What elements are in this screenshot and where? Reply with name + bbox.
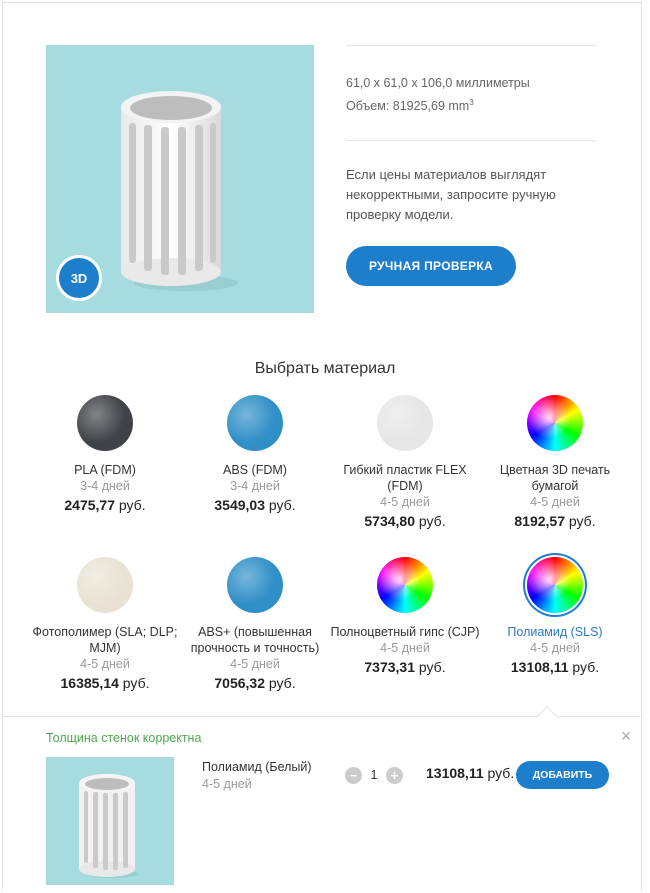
close-icon[interactable]: × xyxy=(620,726,632,746)
material-name: Цветная 3D печать бумагой xyxy=(499,463,611,493)
price-hint: Если цены материалов выглядят некорректными, запросите ручную проверку модели. xyxy=(346,167,556,223)
material-price xyxy=(30,495,180,515)
material-name: ABS (FDM) xyxy=(223,463,287,477)
cylinder-thumb-image xyxy=(46,757,174,885)
volume-text xyxy=(346,93,596,116)
material-option[interactable] xyxy=(480,557,630,677)
material-name: Фотополимер (SLA; DLP; MJM) xyxy=(32,625,178,655)
material-price-value: 16385,14 xyxy=(60,675,119,691)
material-price xyxy=(330,657,480,677)
material-name: Гибкий пластик FLEX (FDM) xyxy=(343,463,467,493)
material-price-value: 13108,11 xyxy=(510,659,569,675)
material-option[interactable] xyxy=(30,557,180,693)
material-option[interactable] xyxy=(480,395,630,531)
material-swatch[interactable] xyxy=(77,557,133,613)
material-price xyxy=(480,511,630,531)
material-price-currency: руб. xyxy=(565,513,596,529)
minus-icon[interactable]: − xyxy=(345,767,362,784)
material-days: 4-5 дней xyxy=(380,641,430,655)
material-price-currency: руб. xyxy=(568,659,600,675)
material-price-currency: руб. xyxy=(118,675,150,691)
material-swatch[interactable] xyxy=(77,395,133,451)
material-price-value: 7056,32 xyxy=(214,675,265,691)
material-option[interactable] xyxy=(180,557,330,693)
dimensions-text: 61,0 x 61,0 x 106,0 миллиметры xyxy=(346,76,530,90)
material-swatch[interactable] xyxy=(377,557,433,613)
selected-price-currency: руб. xyxy=(483,765,515,781)
material-option[interactable] xyxy=(330,557,480,677)
material-price xyxy=(330,511,480,531)
material-swatch[interactable] xyxy=(227,557,283,613)
selected-price-value: 13108,11 xyxy=(426,765,484,781)
add-to-cart-button[interactable]: ДОБАВИТЬ xyxy=(516,761,609,789)
material-option[interactable] xyxy=(330,395,480,531)
volume-label: Объем: xyxy=(346,99,393,114)
material-price xyxy=(480,657,630,677)
model-thumbnail xyxy=(46,757,174,885)
material-option[interactable] xyxy=(180,395,330,515)
material-price xyxy=(180,673,330,693)
material-price-currency: руб. xyxy=(415,513,446,529)
material-price xyxy=(30,673,180,693)
material-price-currency: руб. xyxy=(265,497,296,513)
material-name: Полиамид (SLS) xyxy=(507,625,603,639)
material-days: 3-4 дней xyxy=(230,479,280,493)
material-swatch[interactable] xyxy=(377,395,433,451)
selected-material-name: Полиамид (Белый) xyxy=(202,760,312,774)
material-option[interactable] xyxy=(30,395,180,515)
material-days: 4-5 дней xyxy=(380,495,430,509)
volume-unit-sup: 3 xyxy=(469,98,474,107)
material-price-value: 2475,77 xyxy=(64,497,115,513)
materials-title: Выбрать материал xyxy=(254,360,396,377)
material-price-currency: руб. xyxy=(115,497,146,513)
dimensions-block xyxy=(346,73,596,116)
material-days: 4-5 дней xyxy=(530,641,580,655)
material-price-currency: руб. xyxy=(415,659,446,675)
material-price-value: 5734,80 xyxy=(364,513,415,529)
material-days: 4-5 дней xyxy=(80,657,130,671)
material-price xyxy=(180,495,330,515)
manual-check-button[interactable]: РУЧНАЯ ПРОВЕРКА xyxy=(346,246,516,286)
material-days: 3-4 дней xyxy=(80,479,130,493)
model-info xyxy=(346,45,596,225)
quantity-value[interactable]: 1 xyxy=(370,768,378,782)
material-days: 4-5 дней xyxy=(530,495,580,509)
material-name: ABS+ (повышенная прочность и точность) xyxy=(190,625,320,655)
rotate-3d-icon[interactable] xyxy=(56,255,102,301)
material-name: Полноцветный гипс (CJP) xyxy=(330,625,480,639)
quantity-stepper xyxy=(345,766,403,784)
material-days: 4-5 дней xyxy=(230,657,280,671)
material-price-value: 3549,03 xyxy=(214,497,265,513)
wall-thickness-status: Толщина стенок корректна xyxy=(46,731,202,745)
material-price-value: 8192,57 xyxy=(514,513,565,529)
badge-3d-label: 3D xyxy=(70,270,88,286)
material-swatch[interactable] xyxy=(227,395,283,451)
material-swatch[interactable] xyxy=(527,395,583,451)
volume-value: 81925,69 mm xyxy=(392,99,470,114)
material-price-value: 7373,31 xyxy=(364,659,415,675)
material-name: PLA (FDM) xyxy=(74,463,136,477)
plus-icon[interactable]: + xyxy=(386,767,403,784)
model-3d-preview[interactable] xyxy=(46,45,314,313)
material-price-currency: руб. xyxy=(265,675,296,691)
material-swatch[interactable] xyxy=(527,557,583,613)
divider-top xyxy=(346,45,596,46)
selected-price xyxy=(426,765,514,781)
selected-material-days: 4-5 дней xyxy=(202,777,252,791)
divider-mid xyxy=(346,140,596,141)
